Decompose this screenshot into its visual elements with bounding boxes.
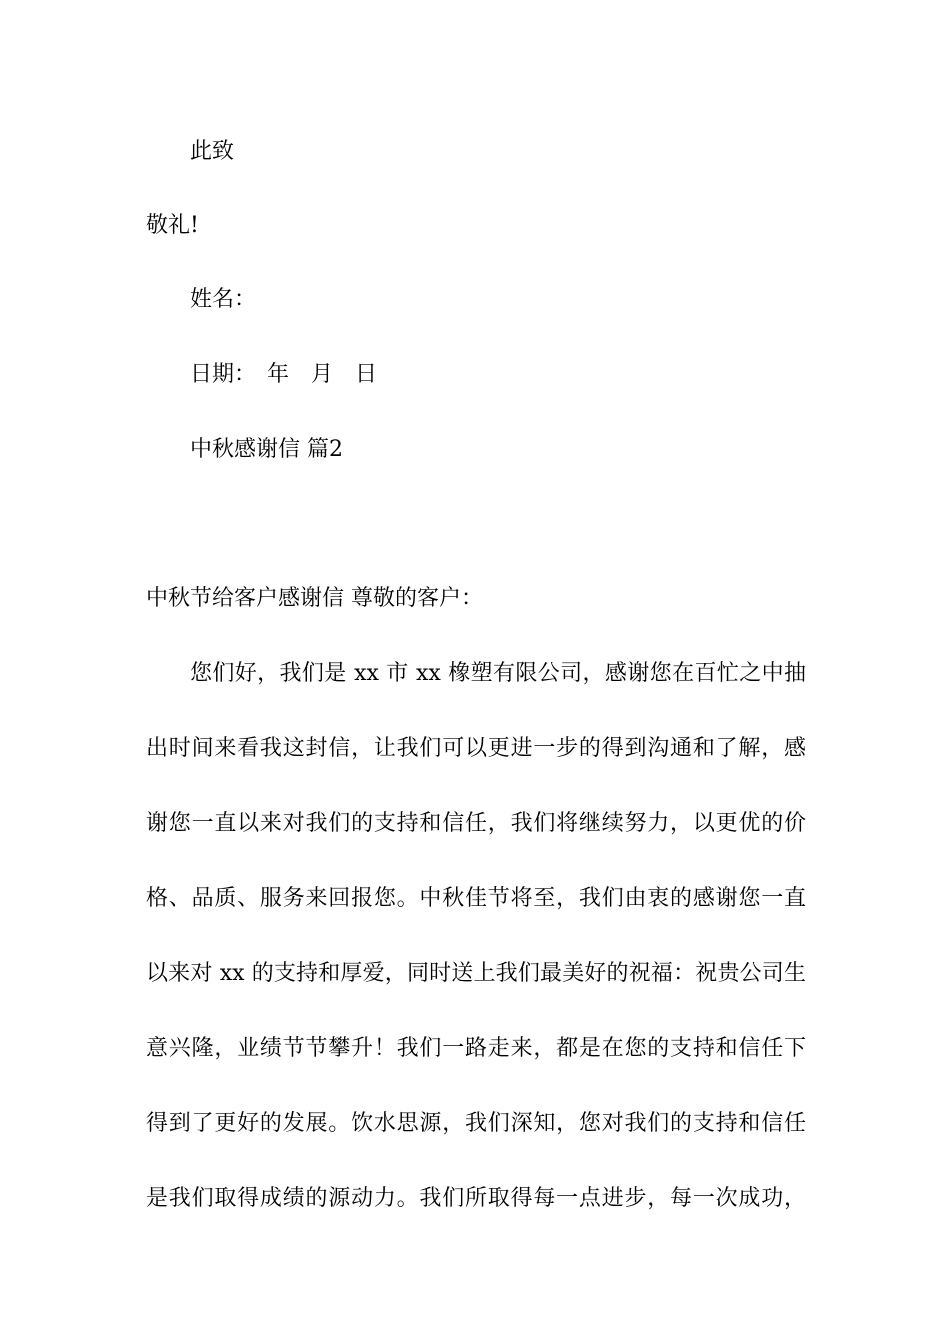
closing-salutation-2: 敬礼! <box>146 213 199 238</box>
body-line-6: 意兴隆，业绩节节攀升！我们一路走来，都是在您的支持和信任下 <box>146 1036 806 1061</box>
body-line-8: 是我们取得成绩的源动力。我们所取得每一点进步，每一次成功， <box>146 1186 806 1211</box>
signature-date-label: 日期： 年 月 日 <box>190 362 378 387</box>
body-line-4: 格、品质、服务来回报您。中秋佳节将至，我们由衷的感谢您一直 <box>146 886 806 911</box>
body-line-7: 得到了更好的发展。饮水思源，我们深知，您对我们的支持和信任 <box>146 1111 806 1136</box>
signature-name-label: 姓名： <box>190 287 257 312</box>
body-line-2: 出时间来看我这封信，让我们可以更进一步的得到沟通和了解，感 <box>146 736 806 761</box>
letter-greeting: 中秋节给客户感谢信 尊敬的客户： <box>146 586 483 611</box>
closing-salutation-1: 此致 <box>190 139 235 164</box>
section-heading: 中秋感谢信 篇2 <box>190 437 343 462</box>
body-line-1: 您们好，我们是 xx 市 xx 橡塑有限公司，感谢您在百忙之中抽 <box>190 661 806 686</box>
body-line-5: 以来对 xx 的支持和厚爱，同时送上我们最美好的祝福：祝贵公司生 <box>146 961 806 986</box>
body-line-3: 谢您一直以来对我们的支持和信任，我们将继续努力，以更优的价 <box>146 811 806 836</box>
